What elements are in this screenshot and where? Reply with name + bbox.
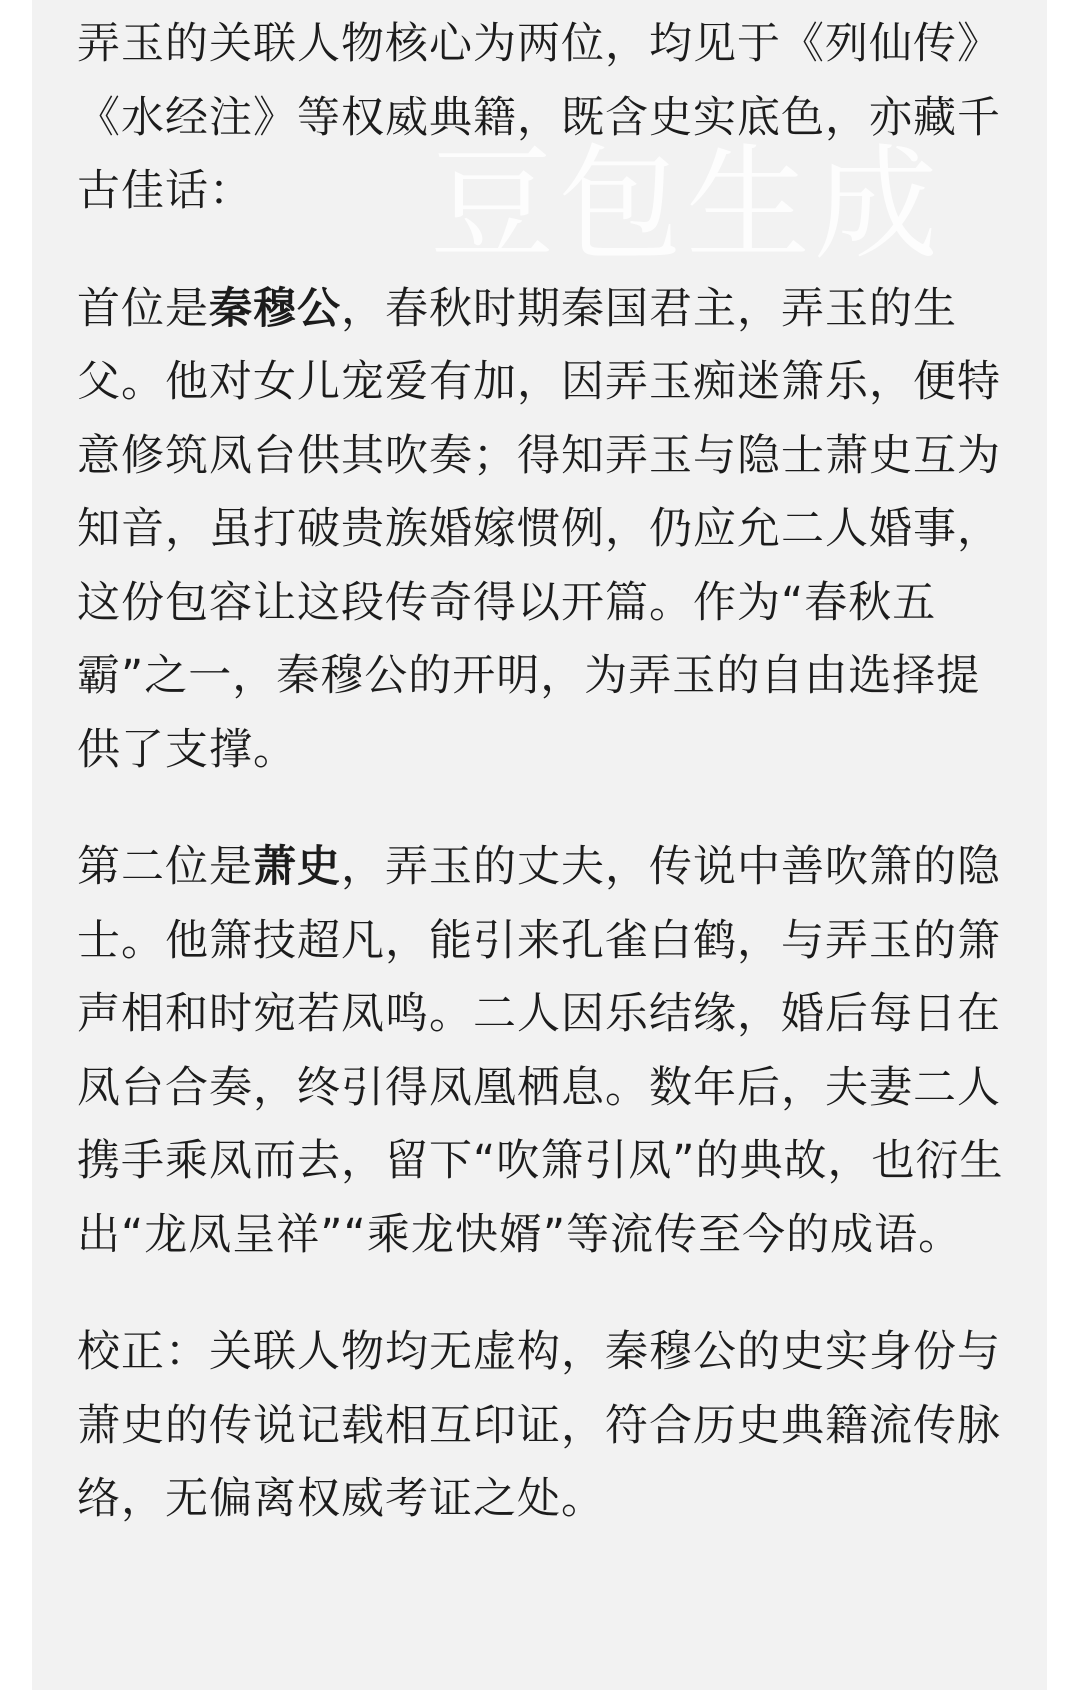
person-name-xiao-shi: 萧史 — [253, 842, 341, 892]
paragraph-qin-mu-gong-text — [77, 273, 1022, 788]
watermark: 豆包生成 — [430, 133, 943, 277]
paragraph-xiao-shi-text — [77, 831, 1022, 1272]
paragraph-intro-text: 弄玉的关联人物核心为两位，均见于《列仙传》《水经注》等权威典籍，既含史实底色，亦藏千古佳话： — [77, 19, 1001, 216]
paragraph-prefix: 第二位是 — [77, 842, 253, 892]
paragraph-body: ，春秋时期秦国君主，弄玉的生父。他对女儿宠爱有加，因弄玉痴迷箫乐，便特意修筑凤台供其吹奏；得知弄玉与隐士萧史互为知音，虽打破贵族婚嫁惯例，仍应允二人婚事，这份包容让这段传奇得以开篇。作为“春秋五霸”之一，秦穆公的开明，为弄玉的自由选择提供了支撑。 — [77, 283, 1001, 775]
paragraph-qin-mu-gong — [77, 273, 1022, 788]
paragraph-prefix: 首位是 — [77, 283, 209, 334]
paragraph-xiao-shi — [77, 831, 1022, 1272]
paragraph-correction — [77, 1316, 1022, 1537]
paragraph-correction-text: 校正：关联人物均无虚构，秦穆公的史实身份与萧史的传说记载相互印证，符合历史典籍流传脉络，无偏离权威考证之处。 — [77, 1327, 1001, 1524]
article-body — [77, 8, 1022, 1581]
paragraph-intro — [77, 8, 1022, 229]
person-name-qin-mu-gong: 秦穆公 — [209, 283, 341, 334]
paragraph-body: ，弄玉的丈夫，传说中善吹箫的隐士。他箫技超凡，能引来孔雀白鹤，与弄玉的箫声相和时宛若凤鸣。二人因乐结缘，婚后每日在凤台合奏，终引得凤凰栖息。数年后，夫妻二人携手乘凤而去，留下“吹箫引凤”的典故，也衍生出“龙凤呈祥”“乘龙快婿”等流传至今的成语。 — [77, 842, 1004, 1260]
